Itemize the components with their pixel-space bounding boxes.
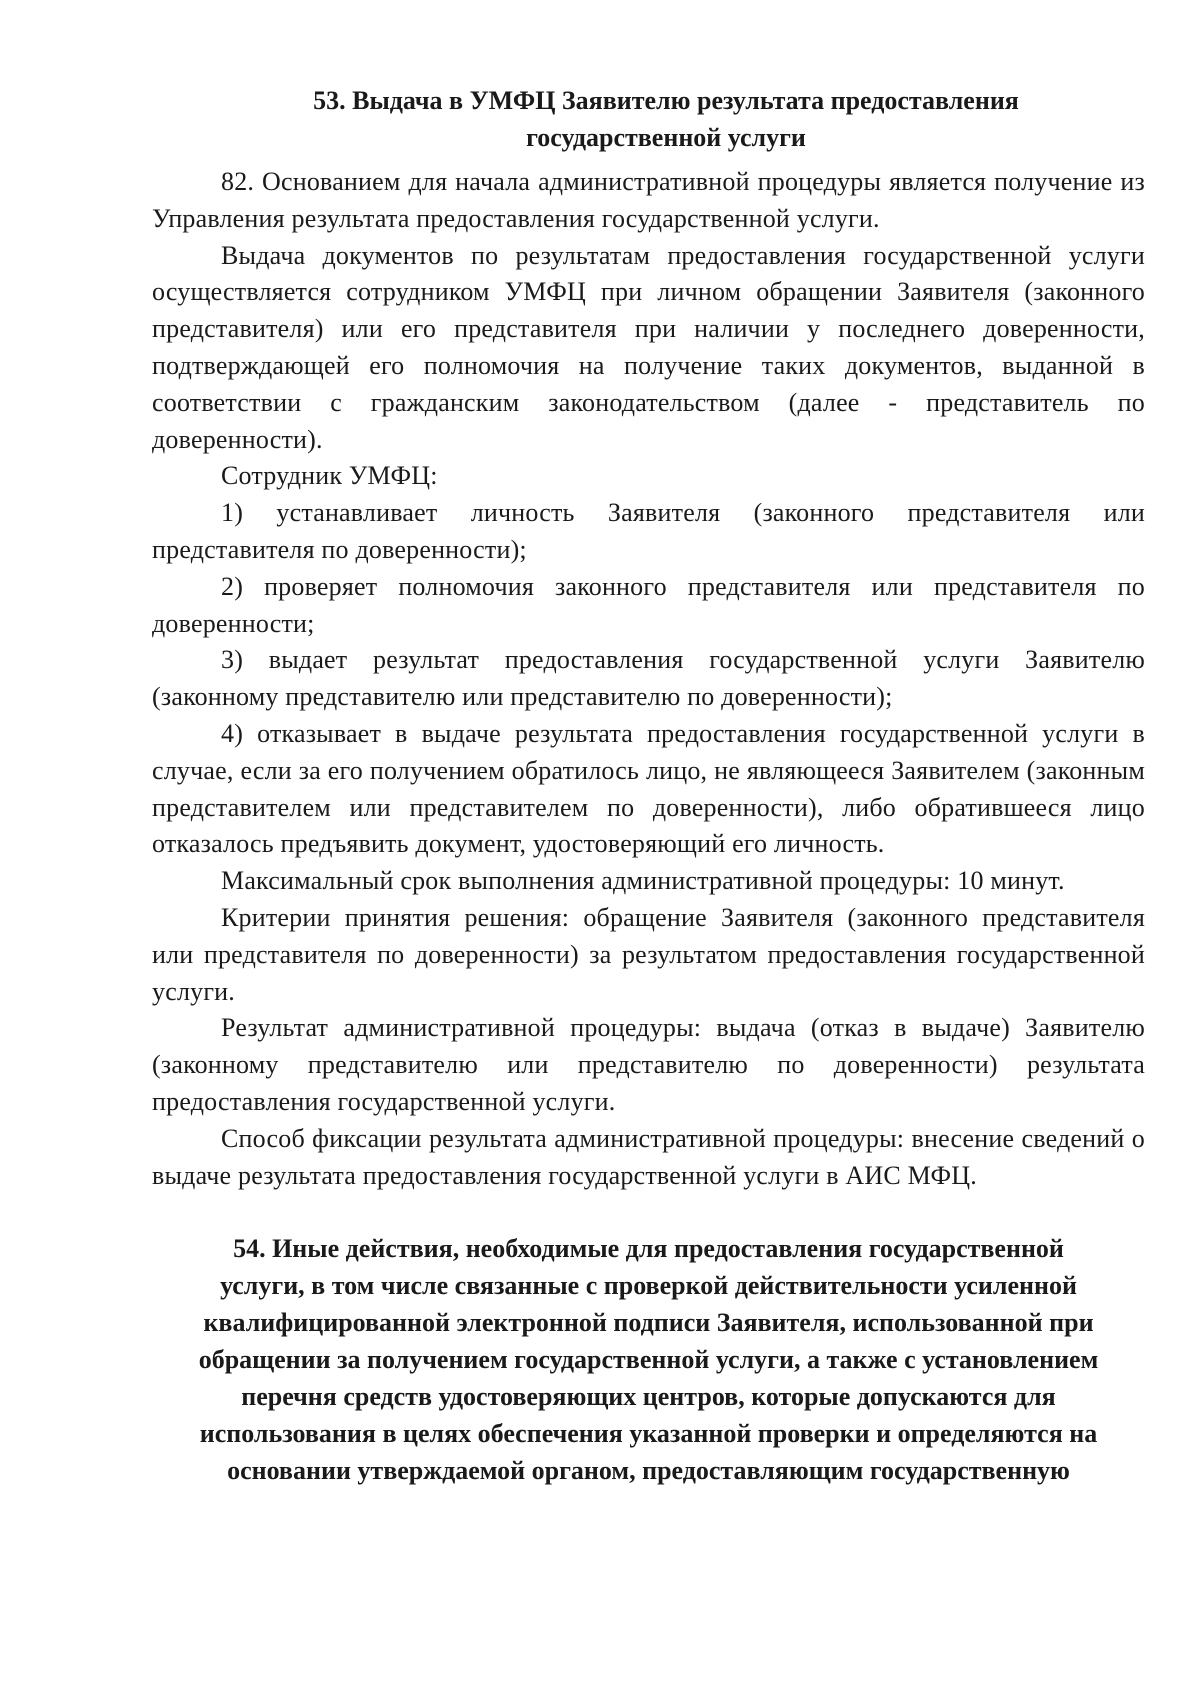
paragraph-issuance: Выдача документов по результатам предоставления государственной услуги осуществляется сотрудником УМФЦ при личном обращении Заявителя (законного представителя) или его представителя при наличии у последнего доверенности, подтверждающей его полномочия на получение таких документов, выданной в соответствии с гражданским законодательством (далее - представитель по доверенности).	[152, 240, 1145, 454]
paragraph-result: Результат административной процедуры: выдача (отказ в выдаче) Заявителю (законному представителю или представителю по доверенности) результата предоставления государственной услуги.	[152, 1013, 1145, 1116]
list-item-1: 1) устанавливает личность Заявителя (законного представителя или представителя по доверенности);	[152, 498, 1145, 564]
list-item-3: 3) выдает результат предоставления государственной услуги Заявителю (законному представителю или представителю по доверенности);	[152, 645, 1145, 712]
section-53-title: 53. Выдача в УМФЦ Заявителю результата предоставления государственной услуги	[313, 86, 1019, 152]
paragraph-max-time: Максимальный срок выполнения административной процедуры: 10 минут.	[221, 866, 1065, 896]
paragraph-criteria: Критерии принятия решения: обращение Заявителя (законного представителя или представителя по доверенности) за результатом предоставления государственной услуги.	[152, 902, 1145, 1006]
paragraph-82: 82. Основанием для начала административной процедуры является получение из Управления результата предоставления государственной услуги.	[152, 167, 1145, 233]
section-54-title: 54. Иные действия, необходимые для предоставления государственной услуги, в том числе связанные с проверкой действительности усиленной квалифицированной электронной подписи Заявителя, использованной при обращении за получением государственной услуги, а также с установлением перечня средств удостоверяющих центров, которые допускаются для использования в целях обеспечения указанной проверки и определяются на основании утверждаемой органом, предоставляющим государственную	[198, 1234, 1099, 1486]
document-content	[152, 82, 1145, 1489]
list-item-2: 2) проверяет полномочия законного представителя или представителя по доверенности;	[152, 571, 1145, 638]
list-item-4: 4) отказывает в выдаче результата предоставления государственной услуги в случае, если за его получением обратилось лицо, не являющееся Заявителем (законным представителем или представителем по доверенности), либо обратившееся лицо отказалось предъявить документ, удостоверяющий его личность.	[152, 718, 1145, 859]
paragraph-employee: Сотрудник УМФЦ:	[221, 461, 438, 491]
paragraph-fixation: Способ фиксации результата административной процедуры: внесение сведений о выдаче результата предоставления государственной услуги в АИС МФЦ.	[152, 1123, 1145, 1190]
